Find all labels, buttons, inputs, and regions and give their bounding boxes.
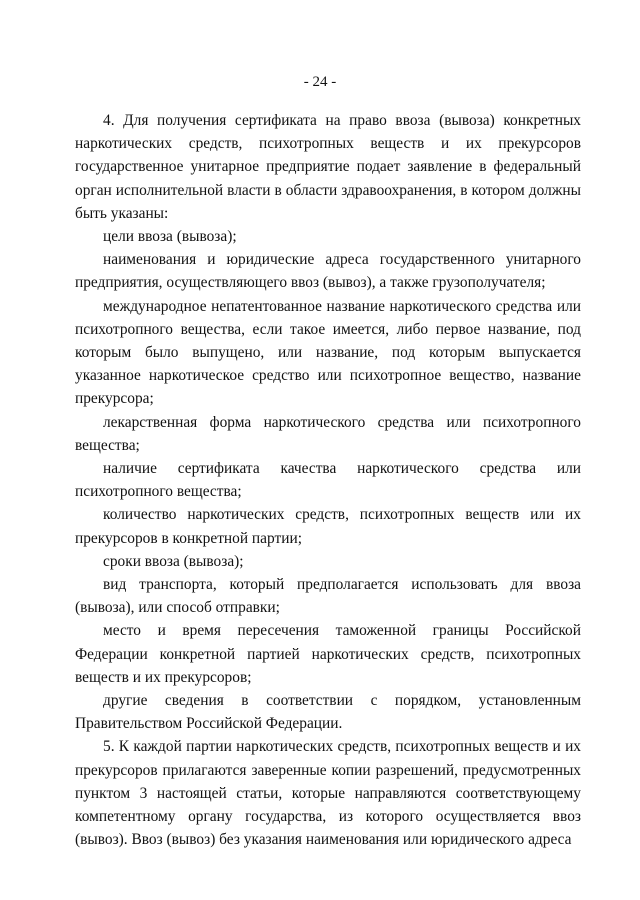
document-body (75, 109, 581, 852)
paragraph-item-5: 5. К каждой партии наркотических средств, психотропных веществ и их прекурсоров прилагаются заверенные копии разрешений, предусмотренных пунктом 3 настоящей статьи, которые направляются соответствующему компетентному органу государства, из которого осуществляется ввоз (вывоз). Ввоз (вывоз) без указания наименования или юридического адреса (75, 738, 581, 849)
paragraph-item-4: 4. Для получения сертификата на право ввоза (вывоза) конкретных наркотических средств, психотропных веществ и их прекурсоров государственное унитарное предприятие подает заявление в федеральный орган исполнительной власти в области здравоохранения, в котором должны быть указаны: (75, 112, 581, 222)
list-item-names-addresses: наименования и юридические адреса государственного унитарного предприятия, осуществляющего ввоз (вывоз), а также грузополучателя; (75, 251, 581, 292)
list-item-dosage-form: лекарственная форма наркотического средства или психотропного вещества; (75, 413, 581, 454)
list-item-transport: вид транспорта, который предполагается использовать для ввоза (вывоза), или способ отправки; (75, 576, 581, 617)
list-item-terms: сроки ввоза (вывоза); (103, 552, 244, 570)
page-number: - 24 - (303, 74, 337, 90)
list-item-purposes: цели ввоза (вывоза); (103, 228, 237, 246)
list-item-other-info: другие сведения в соответствии с порядком, установленным Правительством Российской Федерации. (75, 692, 581, 733)
list-item-quality-certificate: наличие сертификата качества наркотического средства или психотропного вещества; (75, 460, 581, 501)
list-item-quantity: количество наркотических средств, психотропных веществ или их прекурсоров в конкретной партии; (75, 506, 581, 547)
list-item-border-crossing: место и время пересечения таможенной границы Российской Федерации конкретной партией наркотических средств, психотропных веществ и их прекурсоров; (75, 622, 581, 686)
list-item-international-name: международное непатентованное название наркотического средства или психотропного вещества, если такое имеется, либо первое название, под которым было выпущено, или название, под которым выпускается указанное наркотическое средство или психотропное вещество, название прекурсора; (75, 297, 581, 408)
